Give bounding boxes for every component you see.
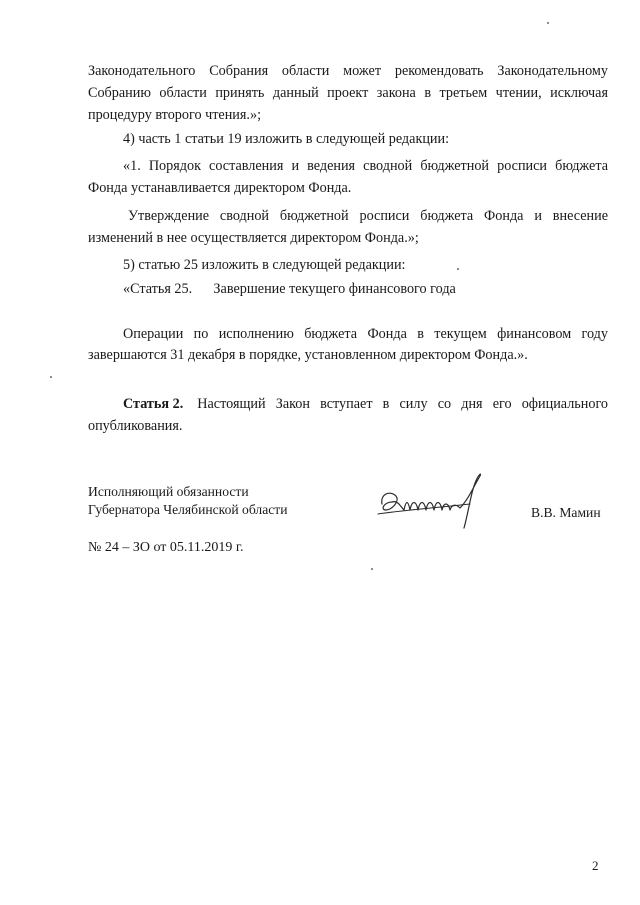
signatory-title (88, 483, 288, 519)
item-4-heading: 4) часть 1 статьи 19 изложить в следующей редакции: (123, 131, 450, 147)
scan-speck (457, 268, 459, 270)
text-line-12: завершаются 31 декабря в порядке, установленном директором Фонда.». (88, 347, 528, 363)
text-line-5: «1. Порядок составления и ведения сводной бюджетной росписи бюджета (123, 158, 608, 174)
text-line-8: изменений в нее осуществляется директором Фонда.»; (88, 230, 419, 246)
handwritten-signature (374, 470, 492, 532)
scan-speck (547, 22, 549, 24)
registration-number: № 24 – ЗО от 05.11.2019 г. (88, 540, 244, 555)
text-line-3: процедуру второго чтения.»; (88, 107, 262, 123)
text-line-15: опубликования. (88, 418, 183, 434)
article-2-label: Статья 2. (123, 396, 184, 412)
text-line-1: Законодательного Собрания области может рекомендовать Законодательному (88, 63, 608, 79)
signatory-name: В.В. Мамин (531, 505, 601, 520)
text-line-7: Утверждение сводной бюджетной росписи бюджета Фонда и внесение (128, 208, 608, 224)
page-number: 2 (592, 858, 599, 873)
scan-speck (50, 376, 52, 378)
text-line-6: Фонда устанавливается директором Фонда. (88, 180, 352, 196)
article-2-text: Настоящий Закон вступает в силу со дня его официального (197, 396, 608, 412)
item-5-heading: 5) статью 25 изложить в следующей редакции: (123, 257, 406, 273)
signatory-title-line1: Исполняющий обязанности (88, 484, 249, 499)
article-25-heading: «Статья 25. Завершение текущего финансового года (123, 281, 456, 297)
scan-speck (371, 568, 373, 570)
text-line-11: Операции по исполнению бюджета Фонда в текущем финансовом году (123, 326, 608, 342)
text-line-2: Собранию области принять данный проект закона в третьем чтении, исключая (88, 85, 608, 101)
article-2-line (123, 394, 608, 414)
signatory-title-line2: Губернатора Челябинской области (88, 502, 288, 517)
